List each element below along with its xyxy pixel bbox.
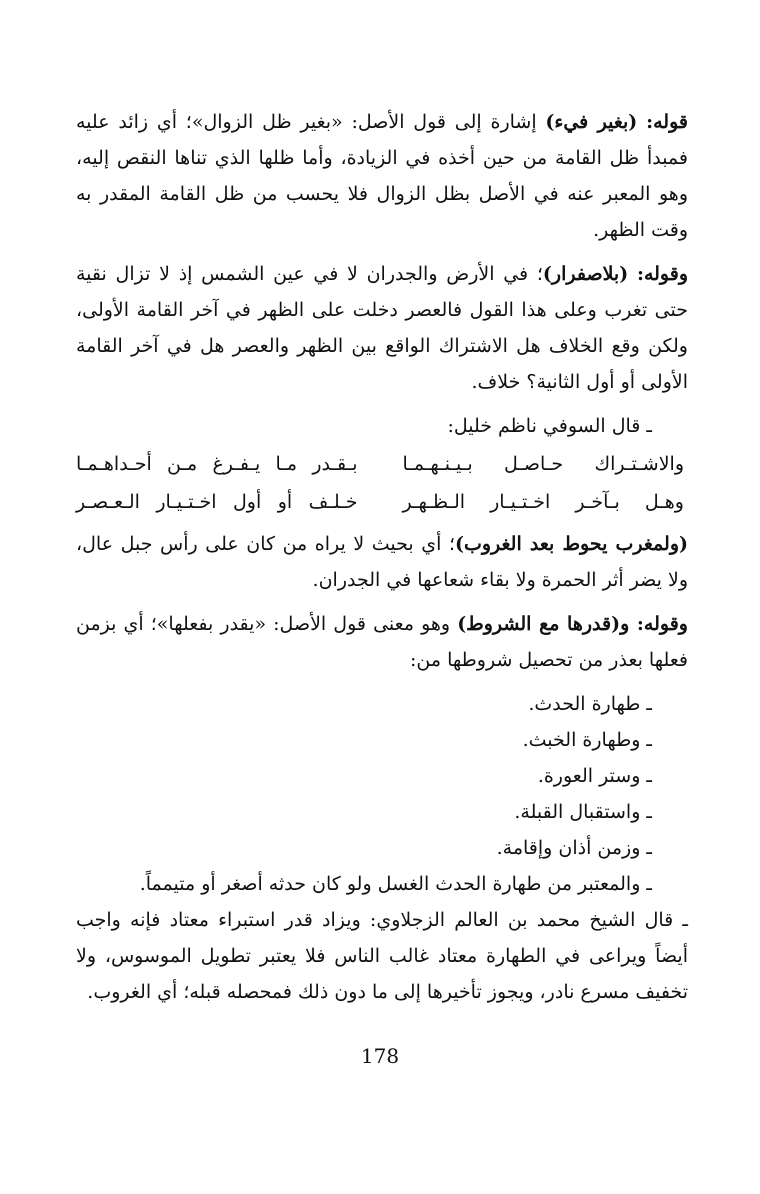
poem xyxy=(76,446,688,522)
list-item: ـ واستقبال القبلة. xyxy=(514,801,652,823)
paragraph-6: ـ قال الشيخ محمد بن العالم الزجلاوي: ويزاد قدر استبراء معتاد فإنه واجب أيضاً ويراعى في الطهارة معتاد غالب الناس فلا يعتبر تطويل الموسوس، ولا تخفيف مسرع نادر، ويجوز تأخيرها إلى ما دون ذلك فمحصله قبله؛ أي الغروب. xyxy=(76,909,688,1003)
poem-intro: ـ قال السوفي ناظم خليل: xyxy=(447,415,652,437)
paragraph-5 xyxy=(76,606,688,678)
verse-first-hemistich: والاشـتـراك حـاصـل بـيـنـهـمـا xyxy=(402,453,684,475)
verse-first-hemistich: وهـل بـآخـر اخـتـيـار الـظـهـر xyxy=(402,491,684,513)
list-item: ـ وطهارة الخبث. xyxy=(522,729,652,751)
quoted-term: (قدرها مع الشروط) xyxy=(457,613,621,635)
quoted-term: (بغير فيء) xyxy=(545,111,638,133)
quoted-term: (بلاصفرار) xyxy=(542,263,629,285)
paragraph-text: إشارة إلى قول الأصل: «بغير ظل الزوال»؛ أي زائد عليه فمبدأ ظل القامة من حين أخذه في الزيادة، وأما ظلها الذي تناها النقص إليه، وهو المعبر عنه في الأصل بظل الزوال فلا يحسب من ظل القامة المقدر به وقت الظهر. xyxy=(76,111,688,241)
lead-word: وقوله: و xyxy=(620,613,688,635)
paragraph-1 xyxy=(76,104,688,248)
list-item: ـ طهارة الحدث. xyxy=(528,693,652,715)
verse-second-hemistich: بـقـدر مـا يـفـرغ مـن أحـداهـمـا xyxy=(76,453,358,475)
paragraph-text: وهو معنى قول الأصل: «يقدر بفعلها»؛ أي بزمن فعلها بعذر من تحصيل شروطها من: xyxy=(76,613,688,671)
poem-verse xyxy=(76,446,688,484)
lead-word: وقوله: xyxy=(636,263,688,285)
list-item: ـ والمعتبر من طهارة الحدث الغسل ولو كان حدثه أصغر أو متيمماً. xyxy=(139,873,652,895)
paragraph-2 xyxy=(76,256,688,400)
paragraph-4 xyxy=(76,526,688,598)
page-body xyxy=(76,104,688,1018)
verse-second-hemistich: خـلـف أو أول اخـتـيـار الـعـصـر xyxy=(76,491,358,513)
page-number: 178 xyxy=(360,1044,400,1068)
quoted-term: (ولمغرب يحوط بعد الغروب) xyxy=(454,533,688,555)
list-item: ـ وستر العورة. xyxy=(537,765,652,787)
paragraph-text: ؛ في الأرض والجدران لا في عين الشمس إذ لا تزال نقية حتى تغرب وعلى هذا القول فالعصر دخلت على الظهر في آخر القامة الأولى، ولكن وقع الخلاف هل الاشتراك الواقع بين الظهر والعصر هل في آخر القامة الأولى أو أول الثانية؟ خلاف. xyxy=(76,263,688,393)
lead-word: قوله: xyxy=(646,111,688,133)
poem-verse xyxy=(76,484,688,522)
paragraph-text: ؛ أي بحيث لا يراه من كان على رأس جبل عال، ولا يضر أثر الحمرة ولا بقاء شعاعها في الجدران. xyxy=(76,533,688,591)
list-item: ـ وزمن أذان وإقامة. xyxy=(496,837,652,859)
